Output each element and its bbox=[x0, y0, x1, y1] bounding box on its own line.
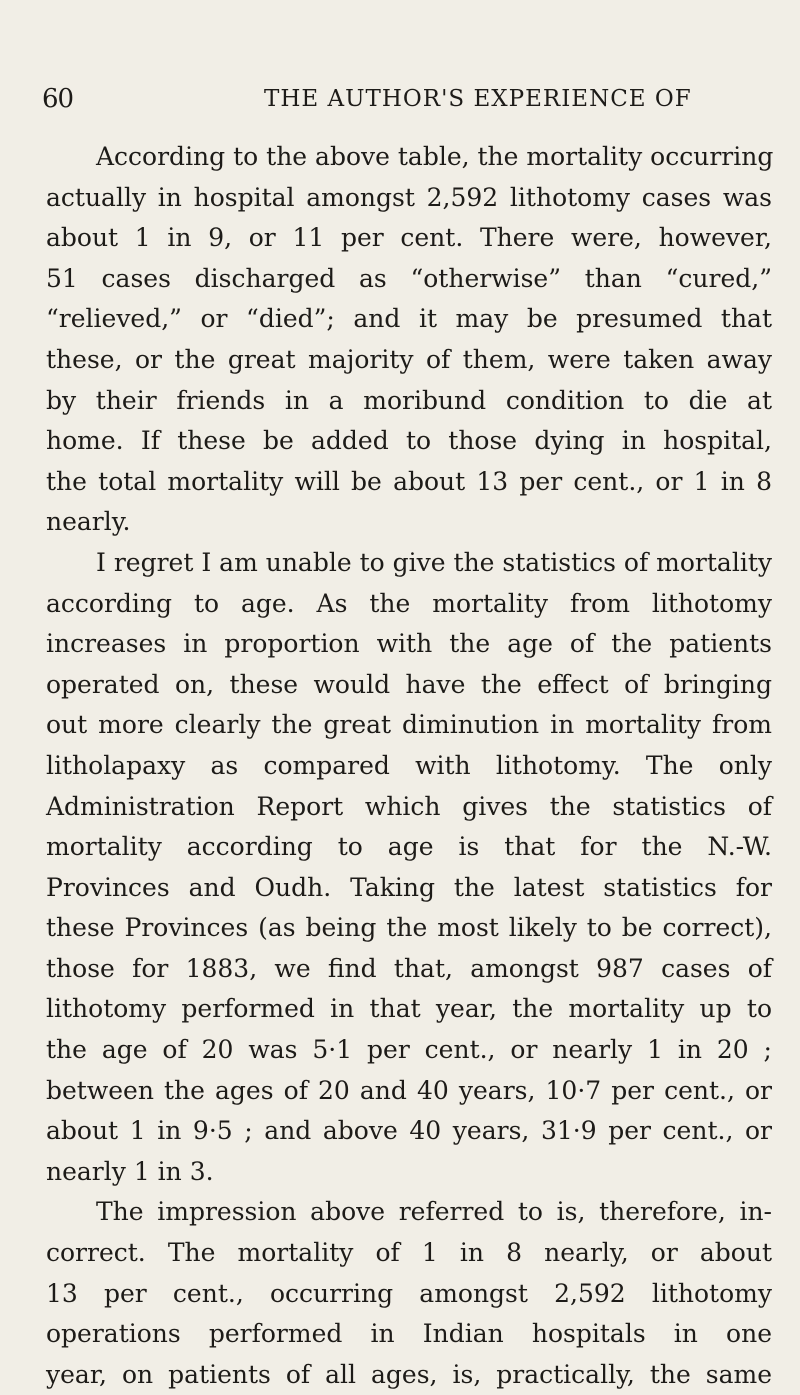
text-line: litholapaxy as compared with lithotomy. The only bbox=[46, 750, 772, 780]
text-line: According to the above table, the mortality occurring bbox=[96, 142, 774, 171]
text-line: about 1 in 9, or 11 per cent. There were, however, bbox=[46, 223, 772, 253]
text-line: 51 cases discharged as “otherwise” than “cured,” bbox=[46, 263, 772, 293]
text-line: year, on patients of all ages, is, practically, the same bbox=[46, 1359, 772, 1389]
text-line: according to age. As the mortality from lithotomy bbox=[46, 588, 772, 618]
text-line: between the ages of 20 and 40 years, 10·7 per cent., or bbox=[46, 1075, 772, 1105]
text-line: about 1 in 9·5 ; and above 40 years, 31·9 per cent., or bbox=[46, 1116, 772, 1146]
text-line: operations performed in Indian hospitals in one bbox=[46, 1319, 772, 1349]
text-line: these Provinces (as being the most likely to be correct), bbox=[46, 913, 772, 943]
text-line: 13 per cent., occurring amongst 2,592 lithotomy bbox=[46, 1278, 772, 1308]
text-line: The impression above referred to is, therefore, in- bbox=[96, 1197, 772, 1227]
text-line: those for 1883, we find that, amongst 987 cases of bbox=[46, 953, 772, 983]
text-line: these, or the great majority of them, were taken away bbox=[46, 344, 772, 374]
text-line: correct. The mortality of 1 in 8 nearly, or about bbox=[46, 1238, 772, 1268]
text-line: the total mortality will be about 13 per cent., or 1 in 8 bbox=[46, 466, 772, 496]
text-line: the age of 20 was 5·1 per cent., or nearly 1 in 20 ; bbox=[46, 1035, 772, 1065]
text-line: Administration Report which gives the statistics of bbox=[46, 791, 772, 821]
text-line: Provinces and Oudh. Taking the latest statistics for bbox=[46, 872, 772, 902]
text-line: nearly. bbox=[46, 507, 131, 537]
paragraph-2 bbox=[46, 543, 772, 1193]
text-line: by their friends in a moribund condition to die at bbox=[46, 385, 772, 415]
text-line: “relieved,” or “died”; and it may be presumed that bbox=[46, 304, 772, 334]
text-line: out more clearly the great diminution in mortality from bbox=[46, 710, 772, 740]
text-line: actually in hospital amongst 2,592 lithotomy cases was bbox=[46, 182, 772, 212]
paragraph-1 bbox=[46, 137, 772, 543]
text-line: mortality according to age is that for the N.-W. bbox=[46, 832, 772, 862]
paragraph-3 bbox=[46, 1192, 772, 1395]
text-line: lithotomy performed in that year, the mortality up to bbox=[46, 994, 772, 1024]
page-header bbox=[42, 78, 760, 118]
page-number: 60 bbox=[42, 84, 74, 114]
text-line: I regret I am unable to give the statistics of mortality bbox=[96, 547, 772, 577]
body-text bbox=[46, 137, 772, 1395]
text-line: home. If these be added to those dying in hospital, bbox=[46, 426, 772, 456]
running-head: THE AUTHOR'S EXPERIENCE OF bbox=[264, 86, 692, 112]
text-line: operated on, these would have the effect of bringing bbox=[46, 669, 772, 699]
text-line: nearly 1 in 3. bbox=[46, 1156, 214, 1186]
text-line: increases in proportion with the age of the patients bbox=[46, 629, 772, 659]
